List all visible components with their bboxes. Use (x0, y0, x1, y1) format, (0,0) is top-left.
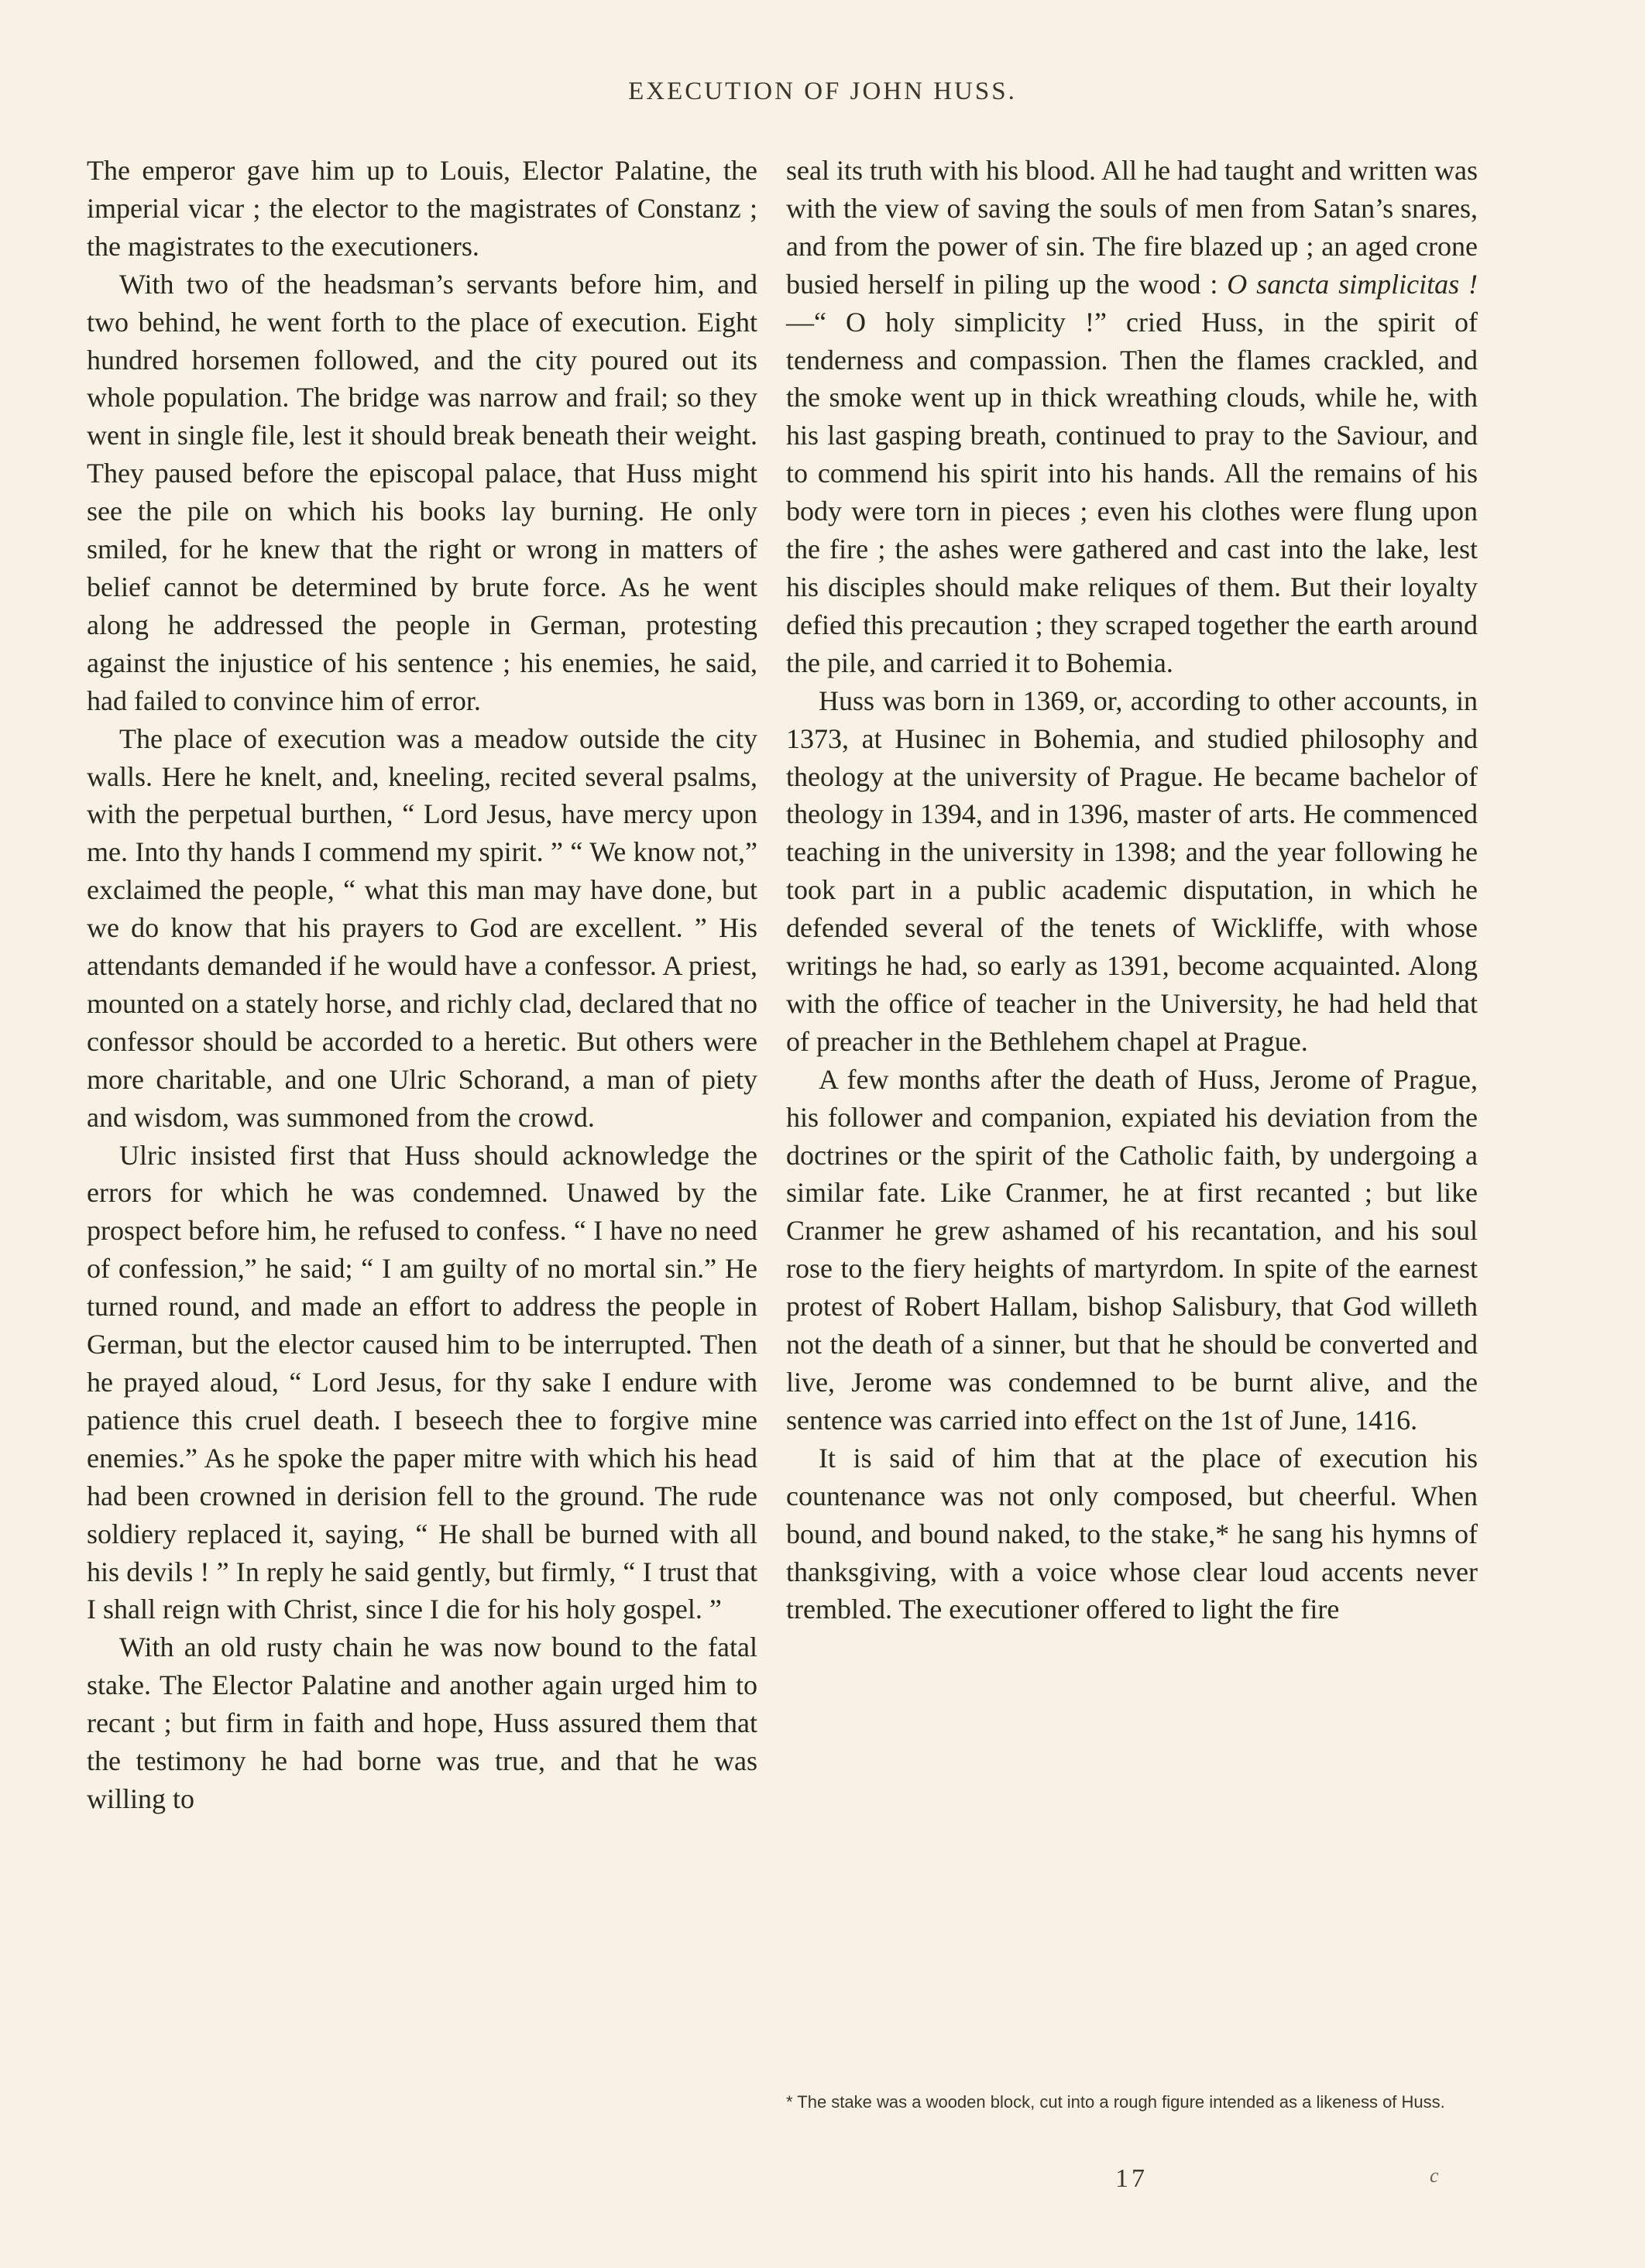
paragraph: A few months after the death of Huss, Jerome of Prague, his follower and companion, expiated his deviation from the doctrines or the spirit of the Catholic faith, by undergoing a similar fate. Like Cranmer, he at first recanted ; but like Cranmer he grew ashamed of his recantation, and his soul rose to the fiery heights of martyrdom. In spite of the earnest protest of Robert Hallam, bishop Salisbury, that God willeth not the death of a sinner, but that he should be converted and live, Jerome was condemned to be burnt alive, and the sentence was carried into effect on the 1st of June, 1416. (786, 1063, 1478, 1436)
paragraph: The place of execution was a meadow outside the city walls. Here he knelt, and, kneeling, recited several psalms, with the perpetual burthen, “ Lord Jesus, have mercy upon me. Into thy hands I commend my spirit. ” “ We know not,” exclaimed the people, “ what this man may have done, but we do know that his prayers to God are excellent. ” His attendants demanded if he would have a confessor. A priest, mounted on a stately horse, and richly clad, declared that no confessor should be accorded to a heretic. But others were more charitable, and one Ulric Schorand, a man of piety and wisdom, was summoned from the crowd. (87, 722, 757, 1133)
paragraph (786, 152, 1478, 682)
footnote: * The stake was a wooden block, cut into a rough figure intended as a likeness of Huss. (786, 2092, 1445, 2112)
right-column (786, 152, 1478, 1628)
paragraph: The emperor gave him up to Louis, Elector Palatine, the imperial vicar ; the elector to the magistrates of Constanz ; the magistrates to the executioners. (87, 155, 757, 262)
paragraph: It is said of him that at the place of execution his countenance was not only composed, but cheerful. When bound, and bound naked, to the stake,* he sang his hymns of thanksgiving, with a voice whose clear loud accents never trembled. The executioner offered to light the fire (786, 1442, 1478, 1625)
left-column (87, 152, 757, 1818)
paragraph-text: seal its truth with his blood. All he had taught and written was with the view of saving the souls of men from Satan’s snares, and from the power of sin. The fire blazed up ; an aged crone busied herself in piling up the wood : (786, 155, 1478, 300)
paragraph: Ulric insisted first that Huss should acknowledge the errors for which he was condemned. Unawed by the prospect before him, he refused to confess. “ I have no need of confession,” he said; “ I am guilty of no mortal sin.” He turned round, and made an effort to address the people in German, but the elector caused him to be interrupted. Then he prayed aloud, “ Lord Jesus, for thy sake I endure with patience this cruel death. I beseech thee to forgive mine enemies.” As he spoke the paper mitre with which his head had been crowned in derision fell to the ground. The rude soldiery replaced it, saying, “ He shall be burned with all his devils ! ” In reply he said gently, but firmly, “ I trust that I shall reign with Christ, since I die for his holy gospel. ” (87, 1139, 757, 1625)
paragraph: Huss was born in 1369, or, according to other accounts, in 1373, at Husinec in Bohemia, and studied philosophy and theology at the university of Prague. He became bachelor of theology in 1394, and in 1396, master of arts. He commenced teaching in the university in 1398; and the year following he took part in a public academic disputation, in which he defended several of the tenets of Wickliffe, with whose writings he had, so early as 1391, become acquainted. Along with the office of teacher in the University, he had held that of preacher in the Bethlehem chapel at Prague. (786, 685, 1478, 1057)
latin-phrase: O sancta simplicitas ! (1227, 268, 1478, 300)
paragraph: With an old rusty chain he was now bound to the fatal stake. The Elector Palatine and another again urged him to recant ; but firm in faith and hope, Huss assured them that the testimony he had borne was true, and that he was willing to (87, 1632, 757, 1814)
paragraph-text: —“ O holy simplicity !” cried Huss, in the spirit of tenderness and compassion. Then the flames crackled, and the smoke went up in thick wreathing clouds, while he, with his last gasping breath, continued to pray to the Saviour, and to commend his spirit into his hands. All the remains of his body were torn in pieces ; even his clothes were flung upon the fire ; the ashes were gathered and cast into the lake, lest his disciples should make reliques of them. But their loyalty defied this precaution ; they scraped together the earth around the pile, and carried it to Bohemia. (786, 306, 1478, 678)
paragraph: With two of the headsman’s servants before him, and two behind, he went forth to the place of execution. Eight hundred horsemen followed, and the city poured out its whole population. The bridge was narrow and frail; so they went in single file, lest it should break beneath their weight. They paused before the episcopal palace, that Huss might see the pile on which his books lay burning. He only smiled, for he knew that the right or wrong in matters of belief cannot be determined by brute force. As he went along he addressed the people in German, protesting against the injustice of his sentence ; his enemies, he said, had failed to convince him of error. (87, 268, 757, 716)
running-header: EXECUTION OF JOHN HUSS. (628, 77, 1017, 105)
page-number: 17 (1115, 2164, 1148, 2193)
signature-mark: c (1430, 2164, 1439, 2187)
